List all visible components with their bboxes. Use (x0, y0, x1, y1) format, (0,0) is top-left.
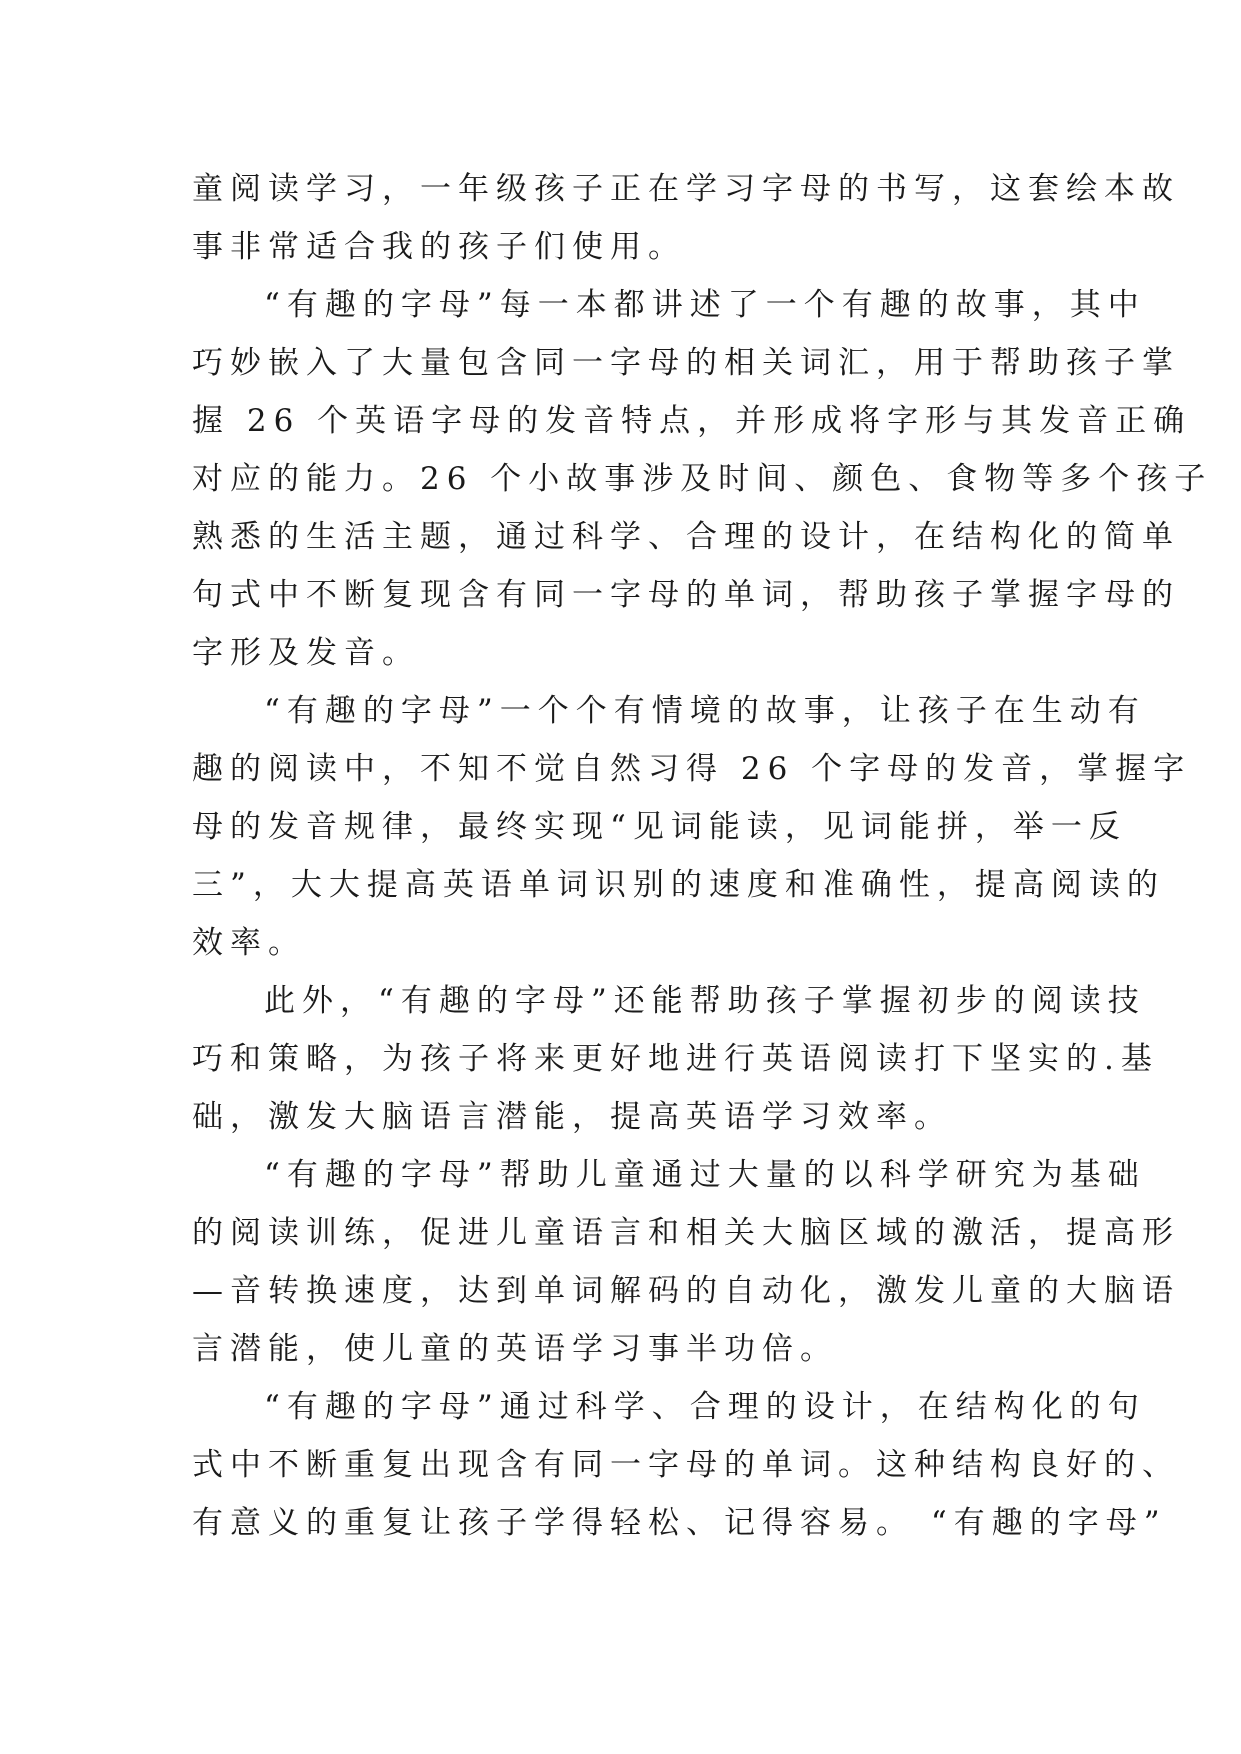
paragraph-start-line: “有趣的字母”通过科学、合理的设计，在结构化的句 (264, 1389, 1146, 1425)
text-line: 事非常适合我的孩子们使用。 (192, 229, 686, 265)
paragraph-start-line: “有趣的字母”一个个有情境的故事，让孩子在生动有 (264, 693, 1146, 729)
paragraph-start-line: “有趣的字母”每一本都讲述了一个有趣的故事，其中 (264, 287, 1146, 323)
text-line: 础，激发大脑语言潜能，提高英语学习效率。 (192, 1099, 952, 1135)
text-line: 母的发音规律，最终实现“见词能读，见词能拼，举一反 (192, 809, 1127, 845)
text-line: 三”，大大提高英语单词识别的速度和准确性，提高阅读的 (192, 867, 1165, 903)
text-line: 有意义的重复让孩子学得轻松、记得容易。 “有趣的字母” (192, 1505, 1167, 1541)
text-line: 巧妙嵌入了大量包含同一字母的相关词汇，用于帮助孩子掌 (192, 345, 1180, 381)
text-line: 握 26 个英语字母的发音特点，并形成将字形与其发音正确 (192, 403, 1192, 439)
text-line: 童阅读学习，一年级孩子正在学习字母的书写，这套绘本故 (192, 171, 1180, 207)
text-line: 熟悉的生活主题，通过科学、合理的设计，在结构化的简单 (192, 519, 1180, 555)
text-line: 对应的能力。26 个小故事涉及时间、颜色、食物等多个孩子 (192, 461, 1213, 497)
text-line: 式中不断重复出现含有同一字母的单词。这种结构良好的、 (192, 1447, 1180, 1483)
body-text (192, 160, 1213, 1552)
text-line: 言潜能，使儿童的英语学习事半功倍。 (192, 1331, 838, 1367)
text-line: 趣的阅读中，不知不觉自然习得 26 个字母的发音，掌握字 (192, 751, 1192, 787)
paragraph-start-line: 此外，“有趣的字母”还能帮助孩子掌握初步的阅读技 (264, 983, 1146, 1019)
text-line: 句式中不断复现含有同一字母的单词，帮助孩子掌握字母的 (192, 577, 1180, 613)
text-line: 字形及发音。 (192, 635, 420, 671)
text-line: 的阅读训练，促进儿童语言和相关大脑区域的激活，提高形 (192, 1215, 1180, 1251)
paragraph-start-line: “有趣的字母”帮助儿童通过大量的以科学研究为基础 (264, 1157, 1146, 1193)
text-line: —音转换速度，达到单词解码的自动化，激发儿童的大脑语 (192, 1273, 1180, 1309)
text-line: 巧和策略，为孩子将来更好地进行英语阅读打下坚实的.基 (192, 1041, 1159, 1077)
text-line: 效率。 (192, 925, 306, 961)
